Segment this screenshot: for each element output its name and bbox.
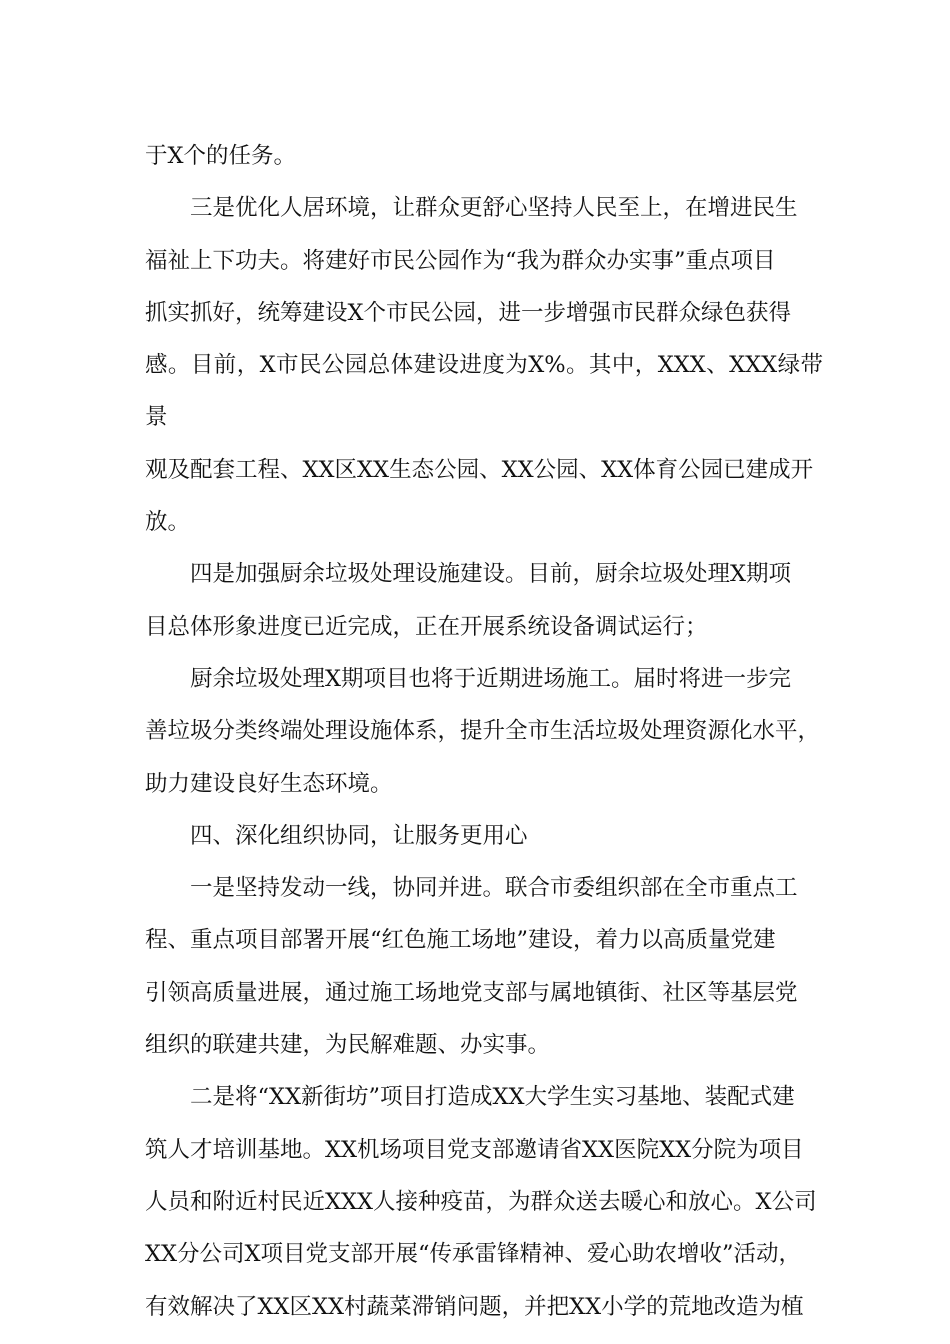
text-line: 善垃圾分类终端处理设施体系，提升全市生活垃圾处理资源化水平， <box>145 718 821 745</box>
document-body <box>145 130 823 1333</box>
text-line: 放。 <box>145 509 191 536</box>
text-line: 一是坚持发动一线，协同并进。联合市委组织部在全市重点工 <box>145 875 798 902</box>
text-line: 引领高质量进展，通过施工场地党支部与属地镇街、社区等基层党 <box>145 979 798 1006</box>
text-line: 程、重点项目部署开展“红色施工场地”建设，着力以高质量党建 <box>145 927 776 954</box>
text-line: 筑人才培训基地。XX机场项目党支部邀请省XX医院XX分院为项目 <box>145 1136 804 1163</box>
text-line: 福祉上下功夫。将建好市民公园作为“我为群众办实事”重点项目 <box>145 247 776 274</box>
text-line: 厨余垃圾处理X期项目也将于近期进场施工。届时将进一步完 <box>145 665 792 692</box>
text-line: 人员和附近村民近XXX人接种疫苗，为群众送去暖心和放心。X公司 <box>145 1188 817 1215</box>
text-line: 抓实抓好，统筹建设X个市民公园，进一步增强市民群众绿色获得 <box>145 299 792 326</box>
text-line: 目总体形象进度已近完成，正在开展系统设备调试运行； <box>145 613 708 640</box>
text-line: 二是将“XX新街坊”项目打造成XX大学生实习基地、装配式建 <box>145 1084 795 1111</box>
section-heading: 四、深化组织协同，让服务更用心 <box>145 822 528 849</box>
text-line: 观及配套工程、XX区XX生态公园、XX公园、XX体育公园已建成开 <box>145 456 814 483</box>
text-line: XX分公司X项目党支部开展“传承雷锋精神、爱心助农增收”活动， <box>145 1241 802 1268</box>
text-line: 有效解决了XX区XX村蔬菜滞销问题，并把XX小学的荒地改造为植 <box>145 1293 804 1320</box>
text-line: 于X个的任务。 <box>145 143 297 169</box>
text-line: 三是优化人居环境，让群众更舒心坚持人民至上，在增进民生 <box>145 195 798 222</box>
text-line: 助力建设良好生态环境。 <box>145 770 393 797</box>
text-line: 组织的联建共建，为民解难题、办实事。 <box>145 1032 551 1059</box>
text-line: 四是加强厨余垃圾处理设施建设。目前，厨余垃圾处理X期项 <box>145 561 792 588</box>
text-line: 感。目前，X市民公园总体建设进度为X%。其中，XXX、XXX绿带景 <box>145 352 823 431</box>
